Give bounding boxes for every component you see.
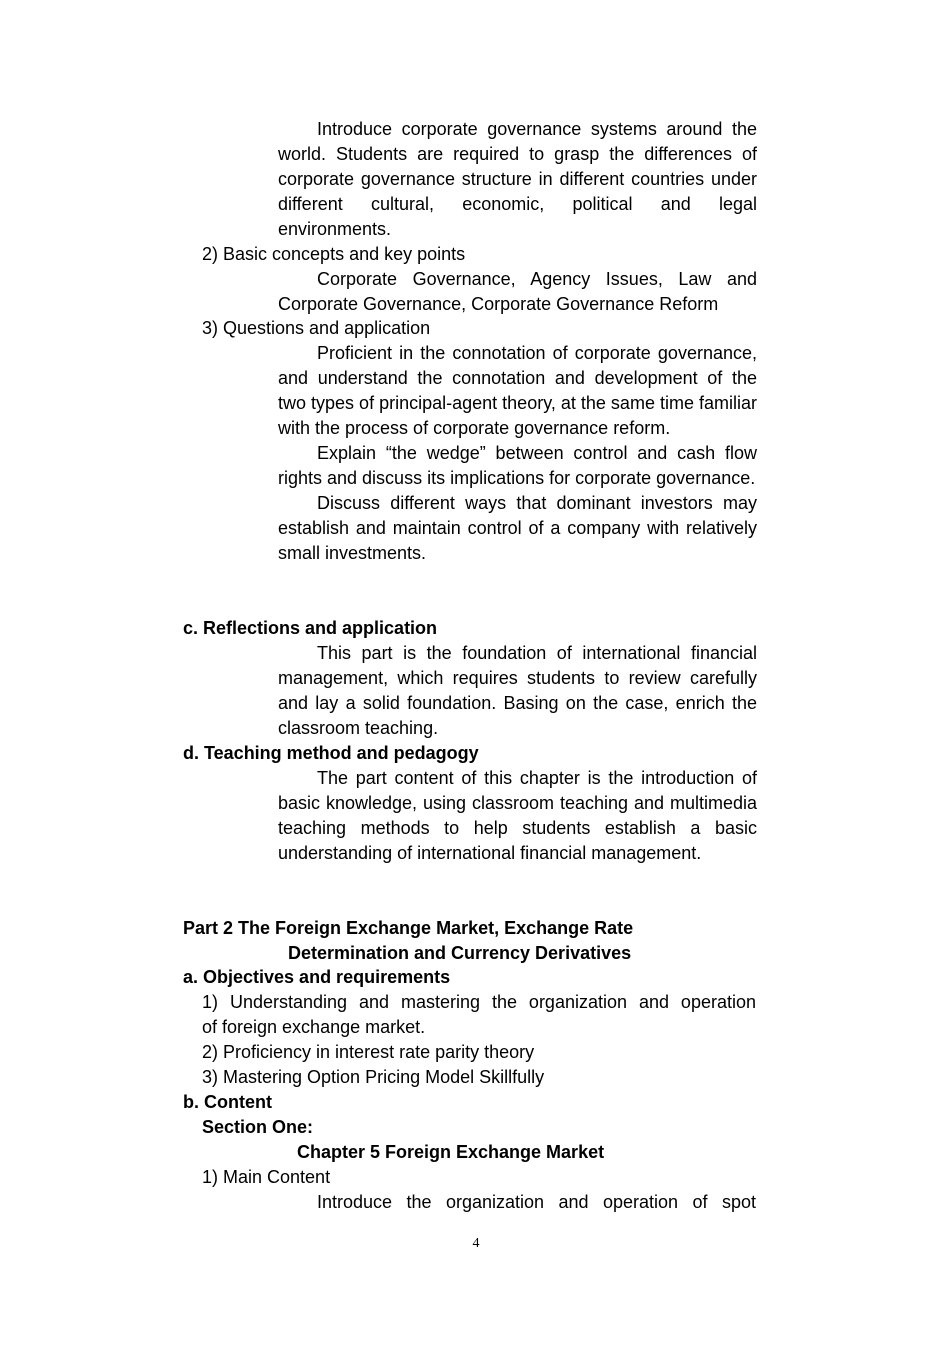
section-c-paragraph: [278, 641, 757, 741]
part-2-title-line-2: Determination and Currency Derivatives: [288, 943, 632, 963]
objective-2: 2) Proficiency in interest rate parity theory: [202, 1042, 535, 1062]
section-c-heading: c. Reflections and application: [183, 618, 438, 638]
page-number: 4: [472, 1236, 480, 1251]
question-paragraph-2: Explain “the wedge” between control and cash flow rights and discuss its implications for corporate governance.: [278, 443, 757, 488]
content-heading: b. Content: [183, 1092, 272, 1112]
objective-1-line-2: of foreign exchange market.: [202, 1017, 426, 1037]
intro-text: Introduce corporate governance systems around the world. Students are required to grasp the differences of corporate governance structure in different countries under different cultural, economic, political and legal environments.: [278, 119, 757, 239]
key-concepts-text: Corporate Governance, Agency Issues, Law and Corporate Governance, Corporate Governance Reform: [278, 269, 757, 314]
objectives-heading: a. Objectives and requirements: [183, 967, 451, 987]
chapter-5-heading: Chapter 5 Foreign Exchange Market: [297, 1142, 605, 1162]
section-d-heading: d. Teaching method and pedagogy: [183, 743, 479, 763]
questions-block: [278, 341, 757, 566]
item-3-label: 3) Questions and application: [202, 318, 431, 338]
section-d-text: The part content of this chapter is the introduction of basic knowledge, using classroom teaching and multimedia teaching methods to help students establish a basic understanding of international financial management.: [278, 768, 757, 863]
objective-1-line-1: 1) Understanding and mastering the organization and operation: [202, 992, 756, 1012]
main-content-label: 1) Main Content: [202, 1167, 331, 1187]
key-concepts-paragraph: [278, 267, 757, 317]
section-d-paragraph: [278, 766, 757, 866]
objective-3: 3) Mastering Option Pricing Model Skillfully: [202, 1067, 545, 1087]
item-2-label: 2) Basic concepts and key points: [202, 244, 466, 264]
intro-paragraph: [278, 117, 757, 242]
main-content-text: Introduce the organization and operation of spot: [317, 1192, 756, 1212]
question-paragraph-1: Proficient in the connotation of corporate governance, and understand the connotation and development of the two types of principal-agent theory, at the same time familiar with the process of corporate governance reform.: [278, 343, 757, 438]
part-2-title-line-1: Part 2 The Foreign Exchange Market, Exchange Rate: [183, 918, 634, 938]
question-paragraph-3: Discuss different ways that dominant investors may establish and maintain control of a company with relatively small investments.: [278, 493, 757, 563]
section-one-heading: Section One:: [202, 1117, 314, 1137]
section-c-text: This part is the foundation of international financial management, which requires students to review carefully and lay a solid foundation. Basing on the case, enrich the classroom teaching.: [278, 643, 757, 738]
